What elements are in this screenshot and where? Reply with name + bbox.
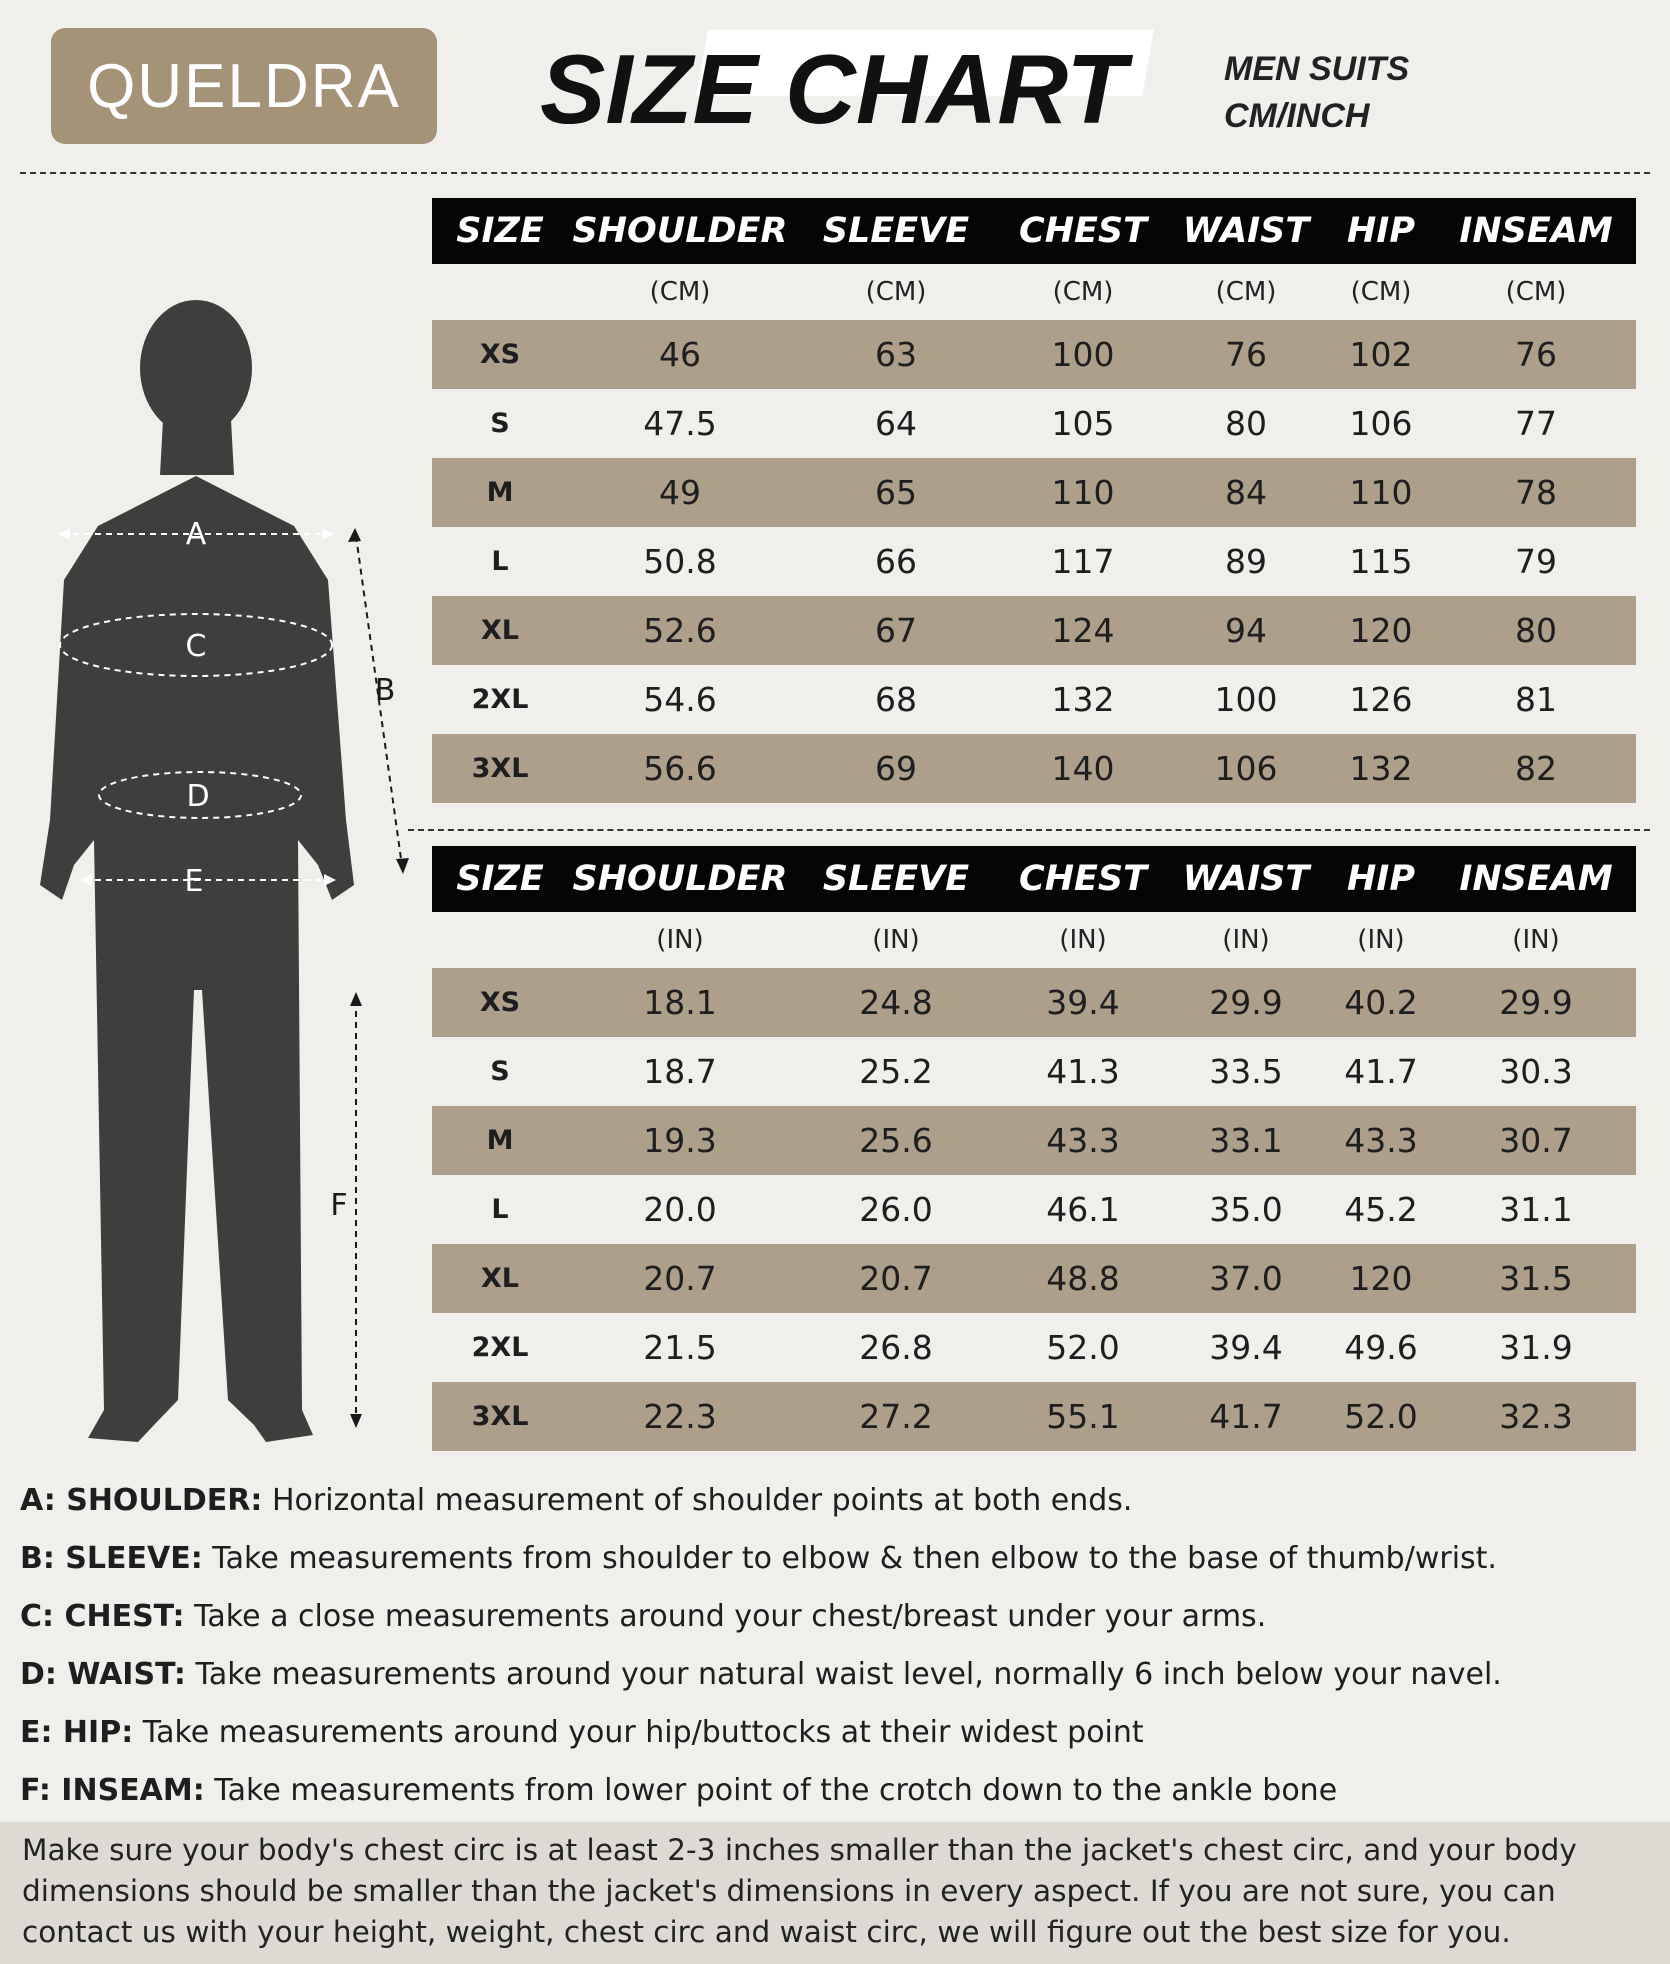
definition-hip [20,1708,1640,1766]
value-cell: 25.2 [859,1052,933,1091]
inch-units-row [432,912,1636,968]
value-cell: 63 [875,335,917,374]
value-cell: 52.0 [1046,1328,1120,1367]
value-cell: 124 [1051,611,1115,650]
definition-text: Take measurements around your natural waist level, normally 6 inch below your navel. [195,1657,1502,1692]
value-cell: 110 [1051,473,1115,512]
value-cell: 43.3 [1046,1121,1120,1160]
size-cell: S [490,408,510,439]
value-cell: 48.8 [1046,1259,1120,1298]
value-cell: 22.3 [643,1397,717,1436]
unit-label: (CM) [1505,277,1567,307]
value-cell: 120 [1349,611,1413,650]
value-cell: 89 [1225,542,1267,581]
value-cell: 29.9 [1209,983,1283,1022]
value-cell: 65 [875,473,917,512]
definition-inseam [20,1766,1640,1824]
unit-label: (IN) [1059,925,1107,955]
value-cell: 140 [1051,749,1115,788]
size-cell: 3XL [471,1401,529,1432]
unit-label: (IN) [1512,925,1560,955]
inch-table-header [432,846,1636,912]
value-cell: 50.8 [643,542,717,581]
brand-logo: QUELDRA [51,28,437,144]
column-header: CHEST [1019,859,1147,899]
size-cell: M [486,477,514,508]
definition-shoulder [20,1476,1640,1534]
value-cell: 46.1 [1046,1190,1120,1229]
size-cell: 2XL [471,1332,529,1363]
subtitle-units: CM/INCH [1224,97,1370,135]
value-cell: 19.3 [643,1121,717,1160]
column-header: INSEAM [1459,859,1613,899]
value-cell: 76 [1515,335,1557,374]
value-cell: 18.1 [643,983,717,1022]
size-cell: 2XL [471,684,529,715]
unit-label: (CM) [1052,277,1114,307]
column-header: SLEEVE [822,211,970,251]
value-cell: 68 [875,680,917,719]
value-cell: 120 [1349,1259,1413,1298]
subtitle [1224,46,1409,140]
top-divider [20,172,1650,174]
value-cell: 126 [1349,680,1413,719]
value-cell: 21.5 [643,1328,717,1367]
size-cell: M [486,1125,514,1156]
table-row [432,665,1636,734]
definition-term: F: INSEAM: [20,1773,205,1808]
value-cell: 26.0 [859,1190,933,1229]
table-row [432,1244,1636,1313]
cm-table-body [432,320,1636,803]
unit-label: (CM) [1350,277,1412,307]
column-header: HIP [1347,859,1415,899]
value-cell: 30.3 [1499,1052,1573,1091]
value-cell: 102 [1349,335,1413,374]
definition-text: Horizontal measurement of shoulder points at both ends. [271,1483,1133,1518]
value-cell: 55.1 [1046,1397,1120,1436]
column-header: SIZE [456,859,544,899]
label-d: D [186,779,210,814]
value-cell: 33.1 [1209,1121,1283,1160]
definition-term: E: HIP: [20,1715,134,1750]
value-cell: 26.8 [859,1328,933,1367]
value-cell: 132 [1051,680,1115,719]
cm-size-table [432,198,1636,803]
value-cell: 27.2 [859,1397,933,1436]
value-cell: 100 [1051,335,1115,374]
value-cell: 117 [1051,542,1115,581]
value-cell: 69 [875,749,917,788]
value-cell: 18.7 [643,1052,717,1091]
unit-label: (IN) [656,925,704,955]
column-header: HIP [1347,211,1415,251]
definition-sleeve [20,1534,1640,1592]
value-cell: 52.0 [1344,1397,1418,1436]
size-cell: L [491,1194,509,1225]
body-measurement-figure [28,300,418,1460]
column-header: CHEST [1019,211,1147,251]
definition-waist [20,1650,1640,1708]
table-row [432,320,1636,389]
column-header: SHOULDER [572,859,788,899]
size-cell: XS [479,987,521,1018]
value-cell: 94 [1225,611,1267,650]
label-c: C [185,629,207,664]
value-cell: 80 [1225,404,1267,443]
column-header: SIZE [456,211,544,251]
definition-text: Take measurements around your hip/buttocks at their widest point [142,1715,1144,1750]
value-cell: 115 [1349,542,1413,581]
table-row [432,1382,1636,1451]
inch-size-table [432,846,1636,1451]
value-cell: 52.6 [643,611,717,650]
table-row [432,1106,1636,1175]
value-cell: 67 [875,611,917,650]
value-cell: 78 [1515,473,1557,512]
value-cell: 41.3 [1046,1052,1120,1091]
definition-text: Take a close measurements around your chest/breast under your arms. [194,1599,1267,1634]
unit-label: (IN) [1357,925,1405,955]
value-cell: 43.3 [1344,1121,1418,1160]
definition-text: Take measurements from shoulder to elbow & then elbow to the base of thumb/wrist. [212,1541,1497,1576]
label-e: E [184,864,204,899]
definition-term: A: SHOULDER: [20,1483,263,1518]
value-cell: 20.0 [643,1190,717,1229]
value-cell: 35.0 [1209,1190,1283,1229]
value-cell: 132 [1349,749,1413,788]
value-cell: 32.3 [1499,1397,1573,1436]
size-cell: 3XL [471,753,529,784]
value-cell: 46 [659,335,701,374]
value-cell: 77 [1515,404,1557,443]
column-header: WAIST [1182,859,1310,899]
value-cell: 30.7 [1499,1121,1573,1160]
subtitle-product: MEN SUITS [1224,50,1410,88]
value-cell: 49 [659,473,701,512]
size-cell: S [490,1056,510,1087]
value-cell: 33.5 [1209,1052,1283,1091]
definition-text: Take measurements from lower point of the crotch down to the ankle bone [214,1773,1338,1808]
table-row [432,1037,1636,1106]
value-cell: 82 [1515,749,1557,788]
unit-label: (CM) [865,277,927,307]
value-cell: 31.9 [1499,1328,1573,1367]
value-cell: 84 [1225,473,1267,512]
table-row [432,1313,1636,1382]
value-cell: 81 [1515,680,1557,719]
value-cell: 20.7 [859,1259,933,1298]
column-header: SLEEVE [822,859,970,899]
size-cell: XS [479,339,521,370]
unit-label: (CM) [649,277,711,307]
definition-term: C: CHEST: [20,1599,185,1634]
table-row [432,458,1636,527]
definition-chest [20,1592,1640,1650]
size-cell: XL [480,615,520,646]
inch-table-body [432,968,1636,1451]
value-cell: 66 [875,542,917,581]
value-cell: 24.8 [859,983,933,1022]
value-cell: 31.5 [1499,1259,1573,1298]
table-row [432,968,1636,1037]
value-cell: 20.7 [643,1259,717,1298]
length-arrowheads [348,528,409,1428]
value-cell: 64 [875,404,917,443]
unit-label: (CM) [1215,277,1277,307]
value-cell: 106 [1214,749,1278,788]
cm-table-header [432,198,1636,264]
value-cell: 80 [1515,611,1557,650]
column-header: SHOULDER [572,211,788,251]
value-cell: 105 [1051,404,1115,443]
cm-units-row [432,264,1636,320]
value-cell: 39.4 [1046,983,1120,1022]
middle-divider [408,829,1650,831]
measurement-definitions [20,1476,1640,1824]
value-cell: 41.7 [1209,1397,1283,1436]
value-cell: 76 [1225,335,1267,374]
length-guides [356,536,402,1420]
column-header: INSEAM [1459,211,1613,251]
label-f: F [330,1188,348,1223]
value-cell: 100 [1214,680,1278,719]
size-cell: L [491,546,509,577]
table-row [432,596,1636,665]
value-cell: 106 [1349,404,1413,443]
size-cell: XL [480,1263,520,1294]
value-cell: 41.7 [1344,1052,1418,1091]
label-b: B [374,673,396,708]
table-row [432,527,1636,596]
page-title: SIZE CHART [540,34,1127,144]
table-row [432,389,1636,458]
definition-term: D: WAIST: [20,1657,186,1692]
value-cell: 25.6 [859,1121,933,1160]
value-cell: 47.5 [643,404,717,443]
unit-label: (IN) [1222,925,1270,955]
value-cell: 31.1 [1499,1190,1573,1229]
value-cell: 49.6 [1344,1328,1418,1367]
value-cell: 40.2 [1344,983,1418,1022]
table-row [432,734,1636,803]
sizing-note: Make sure your body's chest circ is at least 2-3 inches smaller than the jacket's chest circ, and your body dimensions should be smaller than the jacket's dimensions in every aspect. If you are not sure, you can contact us with your height, weight, chest circ and waist circ, we will figure out the best size for you. [0,1822,1670,1964]
definition-term: B: SLEEVE: [20,1541,203,1576]
unit-label: (IN) [872,925,920,955]
value-cell: 79 [1515,542,1557,581]
table-row [432,1175,1636,1244]
label-a: A [185,517,207,552]
value-cell: 110 [1349,473,1413,512]
value-cell: 39.4 [1209,1328,1283,1367]
column-header: WAIST [1182,211,1310,251]
value-cell: 29.9 [1499,983,1573,1022]
value-cell: 45.2 [1344,1190,1418,1229]
value-cell: 37.0 [1209,1259,1283,1298]
value-cell: 54.6 [643,680,717,719]
value-cell: 56.6 [643,749,717,788]
